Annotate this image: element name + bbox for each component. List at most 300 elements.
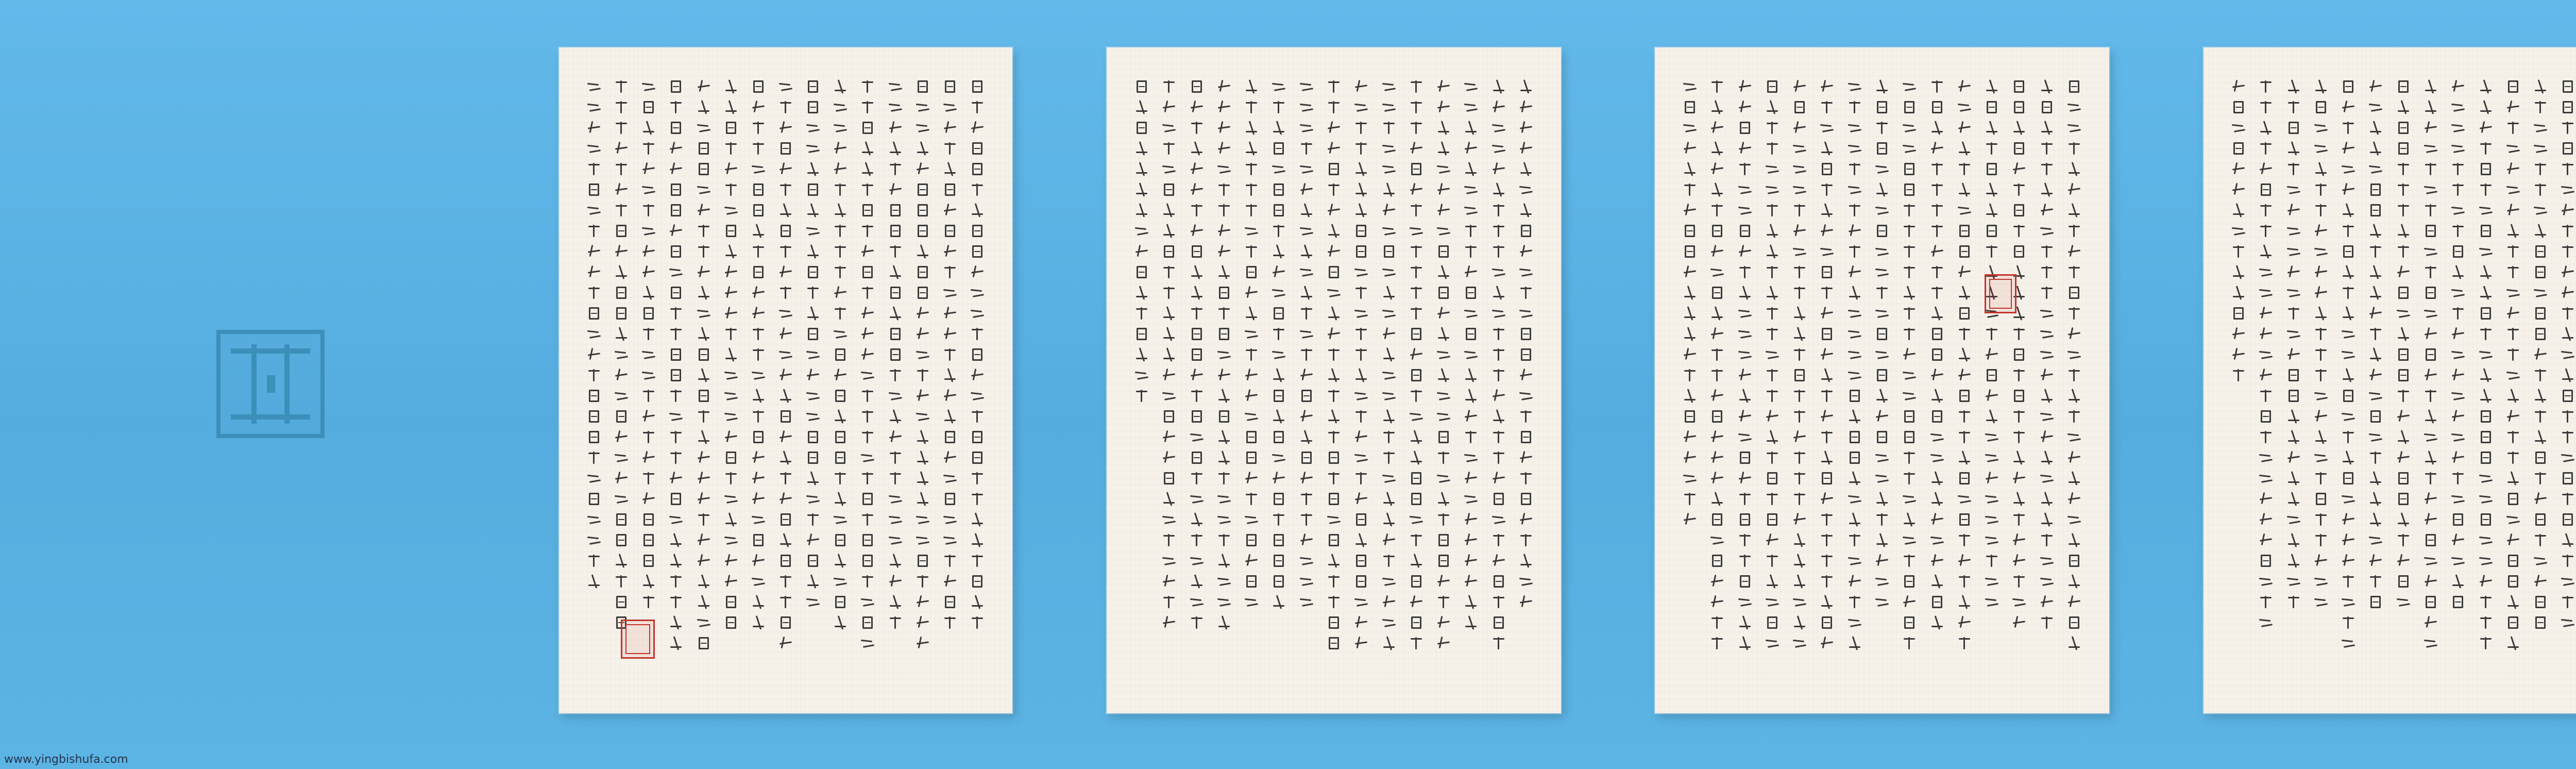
handwritten-character [942, 99, 958, 115]
handwritten-character [1244, 553, 1259, 569]
handwritten-character [641, 264, 656, 280]
handwritten-character [942, 470, 958, 487]
handwritten-character [1161, 181, 1177, 198]
handwritten-character [1518, 573, 1534, 590]
handwritten-character [1326, 511, 1342, 528]
handwritten-character [1792, 388, 1807, 404]
handwritten-character [805, 223, 821, 239]
handwritten-character [2258, 181, 2274, 198]
handwritten-character [2396, 120, 2411, 136]
handwritten-character [1216, 181, 1232, 198]
handwritten-character [2341, 78, 2356, 95]
handwritten-character [1929, 202, 1945, 219]
handwritten-character [614, 511, 629, 528]
handwritten-character [614, 181, 629, 198]
handwritten-character [1189, 553, 1205, 569]
handwritten-character [1737, 161, 1753, 177]
handwritten-character [1929, 346, 1945, 363]
handwritten-character [614, 388, 629, 404]
handwritten-character [1409, 635, 1424, 651]
handwritten-character [915, 202, 930, 219]
handwritten-character [2368, 140, 2383, 157]
handwritten-character [2368, 388, 2383, 404]
handwritten-character [1353, 223, 1369, 239]
handwritten-character [2505, 264, 2521, 280]
handwritten-character [2396, 326, 2411, 342]
handwritten-character [1709, 346, 1725, 363]
handwritten-character [2231, 202, 2246, 219]
handwritten-character [1244, 449, 1259, 466]
handwritten-character [942, 264, 958, 280]
handwritten-character [1436, 614, 1451, 631]
handwritten-character [1874, 140, 1890, 157]
handwritten-character [2286, 573, 2301, 590]
handwritten-character [2286, 78, 2301, 95]
handwritten-character [888, 181, 903, 198]
handwritten-character [1244, 264, 1259, 280]
handwritten-character [860, 449, 875, 466]
handwritten-character [942, 367, 958, 383]
handwritten-character [668, 78, 684, 95]
handwritten-character [915, 594, 930, 610]
handwritten-character [1518, 491, 1534, 507]
handwritten-character [2396, 346, 2411, 363]
handwritten-character [2039, 264, 2055, 280]
handwritten-character [2258, 408, 2274, 425]
handwritten-character [723, 223, 739, 239]
handwritten-character [696, 99, 711, 115]
handwritten-character [778, 140, 793, 157]
handwritten-character [778, 573, 793, 590]
handwritten-character [2533, 511, 2548, 528]
handwritten-character [2341, 614, 2356, 631]
handwritten-character [2505, 635, 2521, 651]
handwritten-character [1409, 429, 1424, 445]
handwritten-character [1244, 120, 1259, 136]
handwritten-character [2423, 573, 2438, 590]
handwritten-character [1326, 326, 1342, 342]
calligraphy-sheet-1 [559, 47, 1012, 713]
handwritten-character [1271, 491, 1286, 507]
handwritten-character [1792, 491, 1807, 507]
handwritten-character [942, 346, 958, 363]
handwritten-character [1518, 346, 1534, 363]
handwritten-character [2011, 346, 2027, 363]
text-column [1708, 78, 1726, 682]
handwritten-character [751, 553, 766, 569]
handwritten-character [2560, 553, 2575, 569]
handwritten-character [586, 326, 602, 342]
handwritten-character [1957, 388, 1972, 404]
handwritten-character [833, 99, 848, 115]
handwritten-character [1134, 99, 1149, 115]
handwritten-character [1299, 181, 1314, 198]
handwritten-character [2066, 264, 2082, 280]
handwritten-character [1271, 285, 1286, 301]
handwritten-character [2505, 594, 2521, 610]
handwritten-character [1819, 614, 1835, 631]
handwritten-character [668, 140, 684, 157]
handwritten-character [641, 140, 656, 157]
handwritten-character [915, 449, 930, 466]
handwritten-character [915, 553, 930, 569]
handwritten-character [942, 429, 958, 445]
handwritten-character [942, 202, 958, 219]
handwritten-character [1792, 202, 1807, 219]
handwritten-character [2505, 470, 2521, 487]
handwritten-character [2478, 326, 2494, 342]
handwritten-character [2505, 305, 2521, 322]
handwritten-character [641, 470, 656, 487]
handwritten-character [1161, 491, 1177, 507]
handwritten-character [1326, 161, 1342, 177]
handwritten-character [2533, 532, 2548, 548]
handwritten-character [888, 264, 903, 280]
handwritten-character [2258, 532, 2274, 548]
handwritten-character [668, 346, 684, 363]
handwritten-character [723, 553, 739, 569]
handwritten-character [1902, 429, 1917, 445]
handwritten-character [778, 532, 793, 548]
handwritten-character [2533, 305, 2548, 322]
text-column [2366, 78, 2385, 682]
handwritten-character [1765, 553, 1780, 569]
handwritten-character [723, 305, 739, 322]
handwritten-character [778, 99, 793, 115]
handwritten-character [915, 346, 930, 363]
handwritten-character [2423, 408, 2438, 425]
handwritten-character [1409, 99, 1424, 115]
handwritten-character [614, 553, 629, 569]
handwritten-character [2286, 532, 2301, 548]
handwritten-character [1353, 635, 1369, 651]
handwritten-character [614, 326, 629, 342]
handwritten-character [1957, 553, 1972, 569]
handwritten-character [1847, 388, 1862, 404]
handwritten-character [696, 470, 711, 487]
handwritten-character [2505, 408, 2521, 425]
handwritten-character [2396, 553, 2411, 569]
handwritten-character [668, 388, 684, 404]
handwritten-character [668, 161, 684, 177]
handwritten-character [1874, 326, 1890, 342]
handwritten-character [1957, 140, 1972, 157]
handwritten-character [2039, 120, 2055, 136]
handwritten-character [1874, 181, 1890, 198]
handwritten-character [2368, 305, 2383, 322]
handwritten-character [1381, 285, 1397, 301]
handwritten-character [1491, 553, 1506, 569]
handwritten-character [1436, 120, 1451, 136]
handwritten-character [2396, 78, 2411, 95]
handwritten-character [1874, 305, 1890, 322]
handwritten-character [1299, 305, 1314, 322]
handwritten-character [2258, 449, 2274, 466]
handwritten-character [2533, 614, 2548, 631]
handwritten-character [2533, 346, 2548, 363]
handwritten-character [1957, 573, 1972, 590]
handwritten-character [1216, 305, 1232, 322]
handwritten-character [1463, 78, 1479, 95]
handwritten-character [2341, 429, 2356, 445]
handwritten-character [1902, 78, 1917, 95]
handwritten-character [751, 614, 766, 631]
handwritten-character [2231, 285, 2246, 301]
handwritten-character [833, 553, 848, 569]
handwritten-character [586, 140, 602, 157]
handwritten-character [1518, 408, 1534, 425]
handwritten-character [2450, 243, 2466, 260]
handwritten-character [1491, 326, 1506, 342]
handwritten-character [915, 635, 930, 651]
handwritten-character [1271, 594, 1286, 610]
handwritten-character [2505, 532, 2521, 548]
handwritten-character [1765, 429, 1780, 445]
handwritten-character [1381, 181, 1397, 198]
handwritten-character [1326, 78, 1342, 95]
handwritten-character [1299, 408, 1314, 425]
handwritten-character [641, 532, 656, 548]
handwritten-character [1847, 594, 1862, 610]
handwritten-character [970, 532, 985, 548]
handwritten-character [2423, 264, 2438, 280]
handwritten-character [2368, 223, 2383, 239]
handwritten-character [942, 614, 958, 631]
handwritten-character [778, 429, 793, 445]
handwritten-character [1682, 140, 1698, 157]
handwritten-character [1737, 491, 1753, 507]
handwritten-character [2450, 140, 2466, 157]
handwritten-character [1353, 243, 1369, 260]
handwritten-character [614, 264, 629, 280]
handwritten-character [1216, 408, 1232, 425]
handwritten-character [2368, 326, 2383, 342]
handwritten-character [970, 346, 985, 363]
handwritten-character [778, 408, 793, 425]
handwritten-character [668, 635, 684, 651]
handwritten-character [1216, 99, 1232, 115]
handwritten-character [1463, 99, 1479, 115]
handwritten-character [2313, 408, 2329, 425]
handwritten-character [1271, 326, 1286, 342]
handwritten-character [1326, 635, 1342, 651]
handwritten-character [614, 120, 629, 136]
text-column [1352, 78, 1370, 682]
handwritten-character [860, 285, 875, 301]
handwritten-character [1984, 429, 1999, 445]
handwritten-character [2450, 78, 2466, 95]
handwritten-character [942, 161, 958, 177]
handwritten-character [1409, 140, 1424, 157]
handwritten-character [915, 532, 930, 548]
handwritten-character [668, 532, 684, 548]
handwritten-character [860, 99, 875, 115]
handwritten-character [970, 614, 985, 631]
handwritten-character [1299, 388, 1314, 404]
text-column [1242, 78, 1261, 682]
handwritten-character [942, 181, 958, 198]
handwritten-character [1161, 532, 1177, 548]
handwritten-character [1709, 243, 1725, 260]
handwritten-character [2258, 346, 2274, 363]
text-column [694, 78, 713, 682]
handwritten-character [751, 99, 766, 115]
handwritten-character [1792, 635, 1807, 651]
handwritten-character [2066, 532, 2082, 548]
handwritten-character [1682, 388, 1698, 404]
handwritten-character [1436, 635, 1451, 651]
handwritten-character [586, 491, 602, 507]
handwritten-character [1161, 511, 1177, 528]
handwritten-character [1709, 285, 1725, 301]
handwritten-character [805, 346, 821, 363]
handwritten-character [942, 120, 958, 136]
handwritten-character [2066, 408, 2082, 425]
handwritten-character [614, 367, 629, 383]
handwritten-character [1436, 305, 1451, 322]
handwritten-character [1409, 594, 1424, 610]
handwritten-character [2560, 346, 2575, 363]
handwritten-character [915, 161, 930, 177]
handwritten-character [1409, 120, 1424, 136]
handwritten-character [1518, 553, 1534, 569]
handwritten-character [2039, 285, 2055, 301]
handwritten-character [1134, 120, 1149, 136]
handwritten-character [1709, 594, 1725, 610]
text-column [1900, 78, 1919, 682]
handwritten-character [2286, 367, 2301, 383]
handwritten-character [1847, 491, 1862, 507]
handwritten-character [641, 202, 656, 219]
handwritten-character [2066, 573, 2082, 590]
handwritten-character [1134, 388, 1149, 404]
handwritten-character [1326, 594, 1342, 610]
handwritten-character [1765, 305, 1780, 322]
handwritten-character [1709, 99, 1725, 115]
handwritten-character [1737, 367, 1753, 383]
handwritten-character [1682, 285, 1698, 301]
handwritten-character [833, 285, 848, 301]
handwritten-character [1682, 264, 1698, 280]
handwritten-character [2341, 243, 2356, 260]
handwritten-character [1847, 367, 1862, 383]
handwritten-character [614, 449, 629, 466]
handwritten-character [805, 78, 821, 95]
handwritten-character [2039, 78, 2055, 95]
handwritten-character [1737, 573, 1753, 590]
handwritten-character [970, 594, 985, 610]
handwritten-character [1518, 305, 1534, 322]
text-column [1763, 78, 1782, 682]
handwritten-character [2011, 470, 2027, 487]
handwritten-character [833, 326, 848, 342]
handwritten-character [2313, 120, 2329, 136]
handwritten-character [1709, 181, 1725, 198]
handwritten-character [915, 305, 930, 322]
handwritten-character [1957, 532, 1972, 548]
handwritten-character [2505, 99, 2521, 115]
text-columns [1681, 78, 2083, 682]
handwritten-character [2011, 223, 2027, 239]
handwritten-character [805, 573, 821, 590]
handwritten-character [970, 223, 985, 239]
handwritten-character [1518, 264, 1534, 280]
handwritten-character [1819, 285, 1835, 301]
handwritten-character [833, 223, 848, 239]
handwritten-character [1929, 511, 1945, 528]
handwritten-character [1353, 326, 1369, 342]
handwritten-character [1381, 346, 1397, 363]
handwritten-character [2533, 573, 2548, 590]
handwritten-character [696, 429, 711, 445]
handwritten-character [751, 161, 766, 177]
handwritten-character [1765, 573, 1780, 590]
handwritten-character [1409, 181, 1424, 198]
handwritten-character [1518, 388, 1534, 404]
handwritten-character [1957, 429, 1972, 445]
handwritten-character [696, 511, 711, 528]
handwritten-character [833, 243, 848, 260]
handwritten-character [751, 202, 766, 219]
handwritten-character [970, 326, 985, 342]
handwritten-character [778, 78, 793, 95]
handwritten-character [1765, 470, 1780, 487]
handwritten-character [1874, 408, 1890, 425]
handwritten-character [1957, 614, 1972, 631]
handwritten-character [1271, 264, 1286, 280]
handwritten-character [1819, 594, 1835, 610]
handwritten-character [1436, 140, 1451, 157]
handwritten-character [696, 573, 711, 590]
handwritten-character [1902, 367, 1917, 383]
handwritten-character [2423, 161, 2438, 177]
handwritten-character [2368, 594, 2383, 610]
handwritten-character [696, 305, 711, 322]
handwritten-character [2231, 223, 2246, 239]
handwritten-character [1353, 449, 1369, 466]
handwritten-character [2396, 181, 2411, 198]
handwritten-character [2341, 491, 2356, 507]
handwritten-character [1299, 346, 1314, 363]
handwritten-character [723, 140, 739, 157]
handwritten-character [1957, 285, 1972, 301]
handwritten-character [833, 264, 848, 280]
handwritten-character [942, 140, 958, 157]
handwritten-character [2505, 326, 2521, 342]
handwritten-character [888, 491, 903, 507]
handwritten-character [2011, 449, 2027, 466]
handwritten-character [1271, 573, 1286, 590]
handwritten-character [833, 120, 848, 136]
handwritten-character [2313, 99, 2329, 115]
handwritten-character [2258, 140, 2274, 157]
handwritten-character [2560, 78, 2575, 95]
handwritten-character [970, 264, 985, 280]
handwritten-character [1682, 511, 1698, 528]
handwritten-character [2258, 78, 2274, 95]
handwritten-character [1463, 243, 1479, 260]
handwritten-character [1792, 573, 1807, 590]
handwritten-character [1491, 140, 1506, 157]
handwritten-character [833, 388, 848, 404]
handwritten-character [586, 181, 602, 198]
handwritten-character [1299, 326, 1314, 342]
handwritten-character [1709, 614, 1725, 631]
handwritten-character [2505, 573, 2521, 590]
handwritten-character [1299, 161, 1314, 177]
handwritten-character [723, 594, 739, 610]
handwritten-character [1984, 78, 1999, 95]
